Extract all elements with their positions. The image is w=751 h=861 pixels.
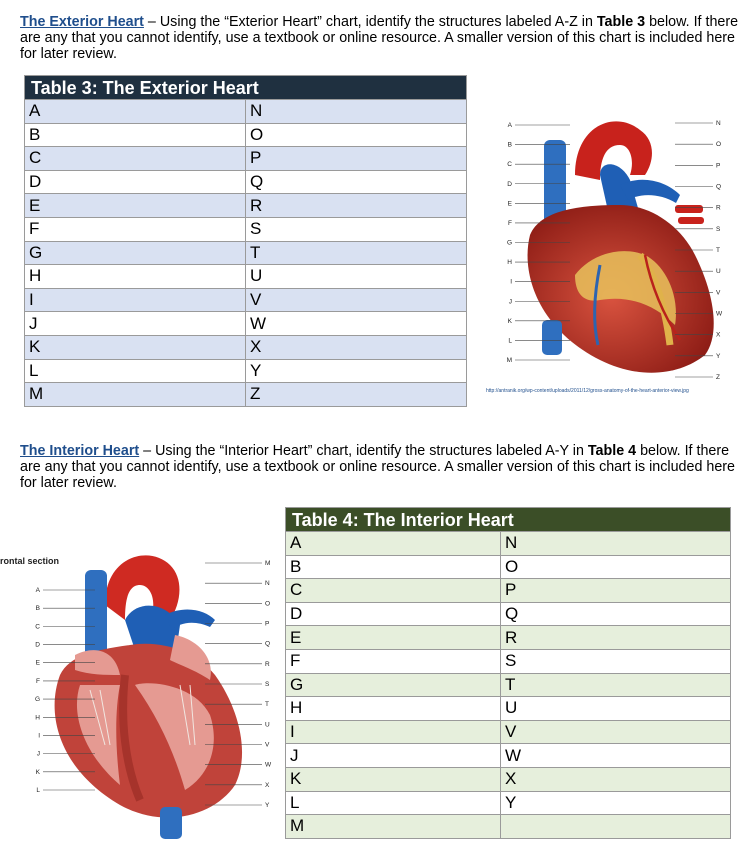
exterior-heart-title: The Exterior Heart [20, 14, 144, 30]
interior-text-a: – Using the “Interior Heart” chart, identify the structures labeled A-Y in [139, 443, 588, 459]
table-row [25, 335, 467, 359]
exterior-right-label: X [716, 331, 721, 339]
table-row [25, 241, 467, 265]
interior-right-label: P [265, 620, 270, 628]
table-row [25, 100, 467, 124]
exterior-text-a: – Using the “Exterior Heart” chart, identify the structures labeled A-Z in [143, 14, 597, 30]
table4-cell[interactable]: G [286, 673, 501, 697]
table-3-exterior-heart [24, 75, 467, 407]
table3-cell[interactable]: E [25, 194, 246, 218]
table4-heading: Table 4: The Interior Heart [286, 508, 731, 532]
table3-cell[interactable]: D [25, 170, 246, 194]
table-row [286, 626, 731, 650]
table4-cell[interactable]: U [501, 697, 731, 721]
table4-cell[interactable]: Q [501, 602, 731, 626]
exterior-left-label: F [508, 219, 512, 227]
exterior-left-label: J [508, 298, 512, 306]
interior-instructions [20, 443, 742, 491]
table4-cell[interactable]: C [286, 579, 501, 603]
table-row [286, 791, 731, 815]
table3-cell[interactable]: Y [246, 359, 467, 383]
frontal-section-caption: rontal section [0, 556, 60, 566]
interior-left-label: K [35, 768, 40, 776]
interior-left-label: E [35, 659, 40, 667]
table4-ref: Table 4 [587, 443, 637, 459]
table-row [286, 555, 731, 579]
table3-cell[interactable]: N [246, 100, 467, 124]
table4-cell[interactable]: D [286, 602, 501, 626]
interior-right-label: R [265, 660, 270, 668]
table4-cell[interactable]: L [286, 791, 501, 815]
exterior-right-label: N [716, 120, 721, 127]
table-row [286, 744, 731, 768]
exterior-right-label: U [716, 268, 721, 276]
table-row [286, 602, 731, 626]
exterior-left-label: D [507, 180, 512, 188]
exterior-right-label: R [716, 204, 721, 212]
table3-cell[interactable]: P [246, 147, 467, 171]
interior-right-label: Q [265, 640, 271, 648]
table4-cell[interactable]: V [501, 720, 731, 744]
exterior-left-label: C [507, 161, 512, 169]
table3-ref: Table 3 [596, 14, 646, 30]
table4-cell[interactable]: K [286, 767, 501, 791]
interior-right-label: Y [265, 802, 270, 809]
table3-cell[interactable]: K [25, 335, 246, 359]
table3-cell[interactable]: A [25, 100, 246, 124]
table-row [286, 697, 731, 721]
interior-left-label: C [35, 623, 40, 631]
table-row [25, 383, 467, 407]
table4-cell[interactable]: W [501, 744, 731, 768]
table4-cell[interactable]: Y [501, 791, 731, 815]
interior-left-label: L [36, 787, 40, 794]
table-row [25, 194, 467, 218]
table3-cell[interactable]: J [25, 312, 246, 336]
interior-left-label: A [35, 587, 40, 594]
table3-cell[interactable]: H [25, 265, 246, 289]
table4-cell[interactable]: M [286, 815, 501, 839]
interior-right-label: V [265, 741, 270, 749]
table-row [286, 673, 731, 697]
exterior-right-label: Z [716, 374, 720, 381]
table-row [25, 265, 467, 289]
table-row [286, 767, 731, 791]
table3-cell[interactable]: C [25, 147, 246, 171]
table-row [25, 312, 467, 336]
exterior-left-label: M [506, 357, 512, 364]
exterior-text-b: below. If there are any that you cannot identify, use a textbook or online resource. A smaller version of this chart is included here for later review. [20, 14, 739, 62]
exterior-right-label: W [716, 310, 723, 318]
exterior-instructions [20, 14, 742, 62]
table4-cell[interactable]: N [501, 532, 731, 556]
table4-cell[interactable] [501, 815, 731, 839]
table3-cell[interactable]: O [246, 123, 467, 147]
interior-left-label: I [38, 732, 40, 740]
table-row [286, 579, 731, 603]
exterior-right-label: Y [716, 352, 721, 360]
exterior-right-label: S [716, 225, 721, 233]
table4-cell[interactable]: P [501, 579, 731, 603]
table4-cell[interactable]: R [501, 626, 731, 650]
table-row [25, 359, 467, 383]
table4-cell[interactable]: E [286, 626, 501, 650]
table-row [25, 147, 467, 171]
exterior-left-label: E [507, 200, 512, 208]
interior-left-label: D [35, 641, 40, 649]
table4-cell[interactable]: O [501, 555, 731, 579]
exterior-heart-figure [480, 105, 748, 390]
exterior-left-label: I [510, 278, 512, 286]
interior-left-label: B [35, 605, 40, 613]
exterior-right-label: V [716, 289, 721, 297]
table-row [25, 288, 467, 312]
table3-cell[interactable]: I [25, 288, 246, 312]
table4-cell[interactable]: X [501, 767, 731, 791]
table-row [286, 815, 731, 839]
interior-right-label: T [265, 701, 269, 709]
table-4-interior-heart [285, 507, 731, 839]
table-row [25, 123, 467, 147]
table3-cell[interactable]: U [246, 265, 467, 289]
table-row [25, 217, 467, 241]
exterior-left-label: G [506, 239, 512, 247]
table4-cell[interactable]: H [286, 697, 501, 721]
exterior-left-label: K [507, 317, 512, 325]
interior-right-label: W [265, 761, 272, 769]
table3-cell[interactable]: G [25, 241, 246, 265]
interior-right-label: X [265, 781, 270, 789]
table3-cell[interactable]: L [25, 359, 246, 383]
interior-right-label: O [265, 600, 271, 608]
exterior-right-label: T [716, 247, 720, 254]
interior-left-label: H [35, 714, 40, 722]
table3-cell[interactable]: S [246, 217, 467, 241]
exterior-right-label: O [716, 141, 722, 149]
interior-heart-title: The Interior Heart [20, 443, 140, 459]
interior-left-label: J [36, 750, 40, 758]
table3-cell[interactable]: V [246, 288, 467, 312]
table3-cell[interactable]: X [246, 335, 467, 359]
table-row [286, 720, 731, 744]
table4-cell[interactable]: A [286, 532, 501, 556]
interior-text-b: below. If there are any that you cannot identify, use a textbook or online resource. A smaller version of this chart is included here for later review. [20, 443, 735, 491]
exterior-right-label: P [716, 162, 721, 170]
exterior-left-label: B [507, 141, 512, 149]
table4-cell[interactable]: I [286, 720, 501, 744]
table4-cell[interactable]: F [286, 649, 501, 673]
table-row [286, 532, 731, 556]
exterior-right-label: Q [716, 183, 722, 191]
table3-cell[interactable]: B [25, 123, 246, 147]
interior-right-label: M [265, 560, 271, 567]
table4-cell[interactable]: J [286, 744, 501, 768]
table4-cell[interactable]: S [501, 649, 731, 673]
table4-cell[interactable]: B [286, 555, 501, 579]
table3-cell[interactable]: W [246, 312, 467, 336]
table3-cell[interactable]: M [25, 383, 246, 407]
interior-left-label: G [34, 696, 40, 704]
table3-heading: Table 3: The Exterior Heart [25, 76, 467, 100]
exterior-left-label: H [507, 259, 512, 267]
interior-right-label: U [265, 721, 270, 729]
interior-left-label: F [36, 677, 40, 685]
table3-cell[interactable]: F [25, 217, 246, 241]
table4-cell[interactable]: T [501, 673, 731, 697]
exterior-figure-source-url[interactable]: http://antranik.org/wp-content/uploads/2011/12/gross-anatomy-of-the-heart-anterior-view.jpg [486, 388, 689, 394]
table3-cell[interactable]: Z [246, 383, 467, 407]
exterior-left-label: A [507, 122, 512, 129]
table-row [286, 649, 731, 673]
table3-cell[interactable]: R [246, 194, 467, 218]
interior-right-label: S [265, 681, 270, 688]
table-row [25, 170, 467, 194]
exterior-left-label: L [508, 337, 512, 345]
table3-cell[interactable]: Q [246, 170, 467, 194]
interior-right-label: N [265, 580, 270, 588]
interior-heart-figure [0, 545, 285, 845]
table3-cell[interactable]: T [246, 241, 467, 265]
